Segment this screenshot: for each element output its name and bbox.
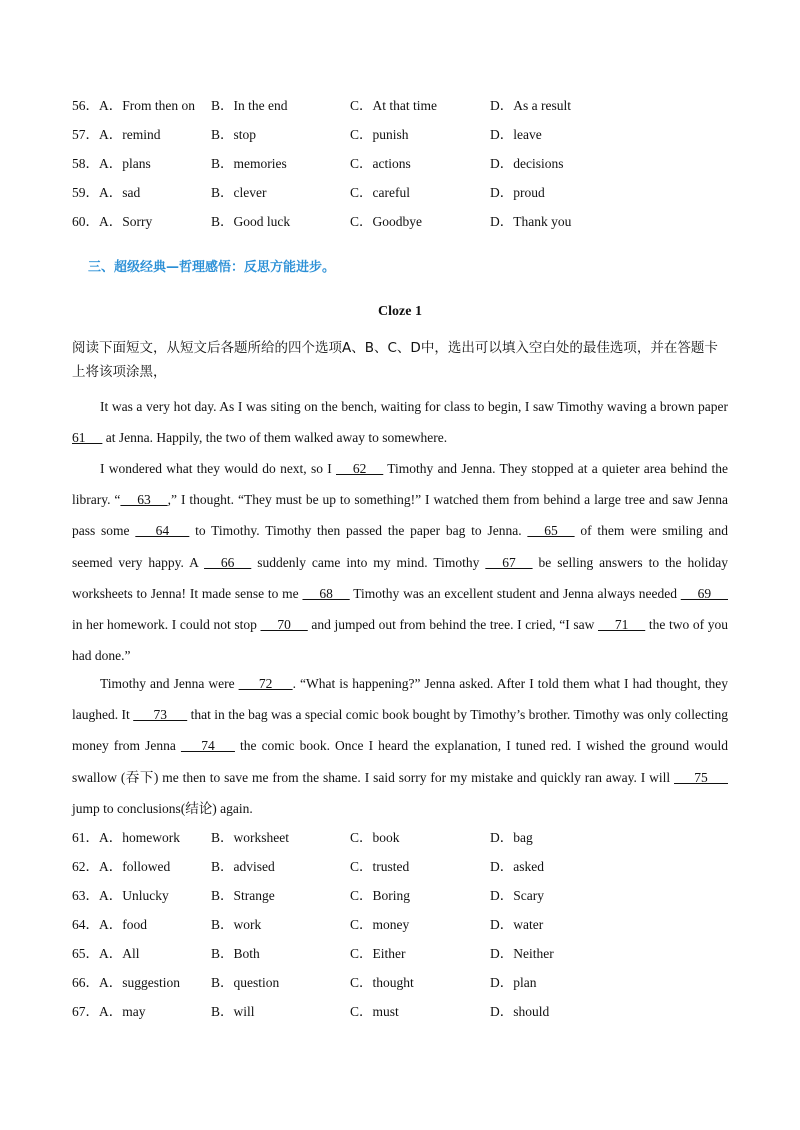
option-c: C．trusted [350, 859, 410, 874]
option-d: D．water [490, 917, 544, 932]
passage-text: Timothy and Jenna were [100, 676, 239, 691]
option-b: B．stop [211, 127, 257, 142]
passage-text: I wondered what they would do next, so I [100, 461, 336, 476]
option-b: B．Good luck [211, 214, 291, 229]
passage-text: at Jenna. Happily, the two of them walked away to somewhere. [102, 430, 448, 446]
option-b: B．Both [211, 946, 260, 961]
option-b: B．will [211, 1004, 255, 1019]
option-c: C．book [350, 830, 400, 845]
option-d: D．leave [490, 127, 542, 142]
blank-61: 61 [72, 430, 103, 446]
option-a: 63．A．Unlucky [72, 888, 169, 903]
option-b: B．clever [211, 185, 267, 200]
option-a: 65．A．All [72, 946, 140, 961]
section-heading: 三、超级经典—哲理感悟：反思方能进步。 [88, 260, 336, 275]
option-b: B．worksheet [211, 830, 289, 845]
blank-72: 72 [238, 676, 293, 691]
passage-text: the two of you had done.” [72, 617, 728, 664]
passage-text: of them were smiling and seemed very happy. A [72, 523, 729, 570]
option-a: 56．A．From then on [72, 98, 195, 113]
passage-paragraph-1 [72, 391, 728, 453]
option-d: D．As a result [490, 98, 571, 113]
option-b: B．advised [211, 859, 275, 874]
option-a: 66．A．suggestion [72, 975, 180, 990]
blank-70: 70 [260, 617, 308, 633]
blank-75: 75 [674, 769, 728, 785]
option-a: 67．A．may [72, 1004, 146, 1019]
option-d: D．plan [490, 975, 537, 990]
option-b: B．Strange [211, 888, 275, 903]
passage-text: be selling answers to the holiday worksheets to Jenna! It made sense to me [72, 554, 728, 601]
option-c: C．actions [350, 156, 411, 171]
blank-68: 68 [302, 585, 350, 601]
option-c: C．Boring [350, 888, 411, 903]
blank-71: 71 [597, 617, 646, 633]
passage-text: and jumped out from behind the tree. I cried, “I saw [307, 617, 598, 633]
passage-text: to Timothy. Timothy then passed the paper bag to Jenna. [189, 523, 528, 539]
option-a: 60．A．Sorry [72, 214, 153, 229]
option-b: B．work [211, 917, 262, 932]
option-c: C．At that time [350, 98, 437, 113]
passage-text: that in the bag was a special comic book bought by Timothy’s brother. Timothy was only collecting money from Jenna [72, 707, 728, 754]
option-d: D．bag [490, 830, 533, 845]
option-c: C．punish [350, 127, 409, 142]
cloze-title: Cloze 1 [378, 304, 422, 319]
blank-73: 73 [133, 707, 188, 723]
blank-65: 65 [527, 523, 575, 539]
option-c: C．Goodbye [350, 214, 422, 229]
passage-text: Timothy and Jenna. They stopped at a quieter area behind the library. “ [72, 461, 728, 508]
option-c: C．must [350, 1004, 399, 1019]
passage-text: ,” I thought. “They must be up to something!” I watched them from behind a large tree and saw Jenna pass some [72, 492, 728, 539]
option-b: B．In the end [211, 98, 288, 113]
option-b: B．question [211, 975, 280, 990]
option-d: D．should [490, 1004, 550, 1019]
option-d: D．Neither [490, 946, 554, 961]
option-d: D．decisions [490, 156, 564, 171]
option-a: 58．A．plans [72, 156, 151, 171]
option-a: 57．A．remind [72, 127, 161, 142]
blank-63: 63 [120, 492, 168, 508]
option-a: 62．A．followed [72, 859, 171, 874]
passage-text: . “What is happening?” Jenna asked. After I told them what I had thought, they laughed. It [72, 676, 728, 723]
passage-text: It was a very hot day. As I was siting on the bench, waiting for class to begin, I saw Timothy waving a brown paper [100, 399, 728, 414]
instruction-text: 阅读下面短文，从短文后各题所给的四个选项A、B、C、D中，选出可以填入空白处的最佳选项，并在答题卡上将该项涂黑， [72, 340, 718, 380]
passage-text: the comic book. Once I heard the explanation, I tuned red. I wished the ground would swallow (吞下) me then to save me from the shame. I said sorry for my mistake and quickly ran away. I will [72, 738, 728, 785]
option-d: D．Scary [490, 888, 544, 903]
blank-66: 66 [204, 554, 252, 570]
option-a: 64．A．food [72, 917, 147, 932]
option-a: 61．A．homework [72, 830, 180, 845]
option-c: C．careful [350, 185, 410, 200]
passage-text: in her homework. I could not stop [72, 617, 261, 633]
option-c: C．money [350, 917, 410, 932]
blank-69: 69 [680, 585, 728, 601]
option-d: D．proud [490, 185, 545, 200]
blank-62: 62 [336, 461, 384, 476]
passage-text: suddenly came into my mind. Timothy [251, 554, 486, 570]
option-d: D．asked [490, 859, 544, 874]
option-c: C．thought [350, 975, 414, 990]
passage-text: Timothy was an excellent student and Jenna always needed [349, 585, 681, 601]
blank-64: 64 [135, 523, 190, 539]
passage-paragraph-3 [72, 668, 728, 824]
option-a: 59．A．sad [72, 185, 141, 200]
blank-74: 74 [180, 738, 235, 754]
option-d: D．Thank you [490, 214, 572, 229]
option-b: B．memories [211, 156, 287, 171]
passage-text: jump to conclusions(结论) again. [72, 800, 253, 816]
blank-67: 67 [485, 554, 533, 570]
option-c: C．Either [350, 946, 406, 961]
passage-paragraph-2 [72, 453, 728, 671]
